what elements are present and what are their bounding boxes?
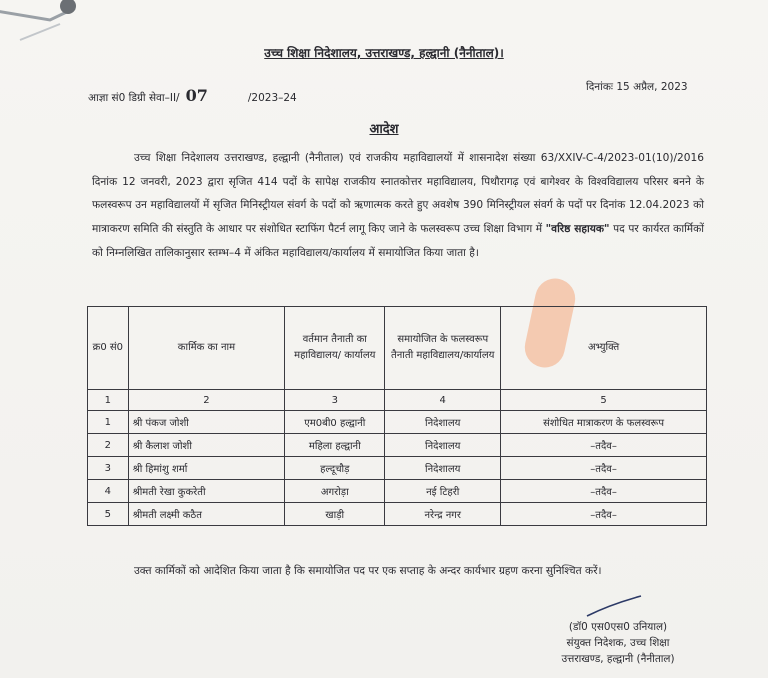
column-number: 1: [88, 390, 129, 411]
column-number: 3: [285, 390, 385, 411]
body-part-1: उच्च शिक्षा निदेशालय उत्तराखण्ड, हल्द्वानी (नैनीताल) एवं राजकीय महाविद्यालयों में शासनादेश संख्या 63/XXIV-C-4/2023-01(10)/2016 दिनांक 12 जनवरी, 2023 द्वारा सृजित 414 पदों के सापेक्ष राजकीय स्नातकोत्तर महाविद्यालय, पिथौरागढ़ एवं बागेश्वर के विश्वविद्यालय परिसर बनने के फलस्वरूप उन महाविद्यालयों में सृजित मिनिस्ट्रीयल संवर्ग के पदों को ऋणात्मक करते हुए अवशेष 390 मिनिस्ट्रीयल संवर्ग के पदों पर दिनांक 12.04.2023 को मात्राकरण समिति की संस्तुति के आधार पर संशोधित स्टाफिंग पैटर्न लागू किए जाने के फलस्वरूप उच्च शिक्षा विभाग में: [92, 152, 704, 236]
cell-remark: –तदैव–: [501, 434, 707, 457]
header-new-posting: समायोजित के फलस्वरूप तैनाती महाविद्यालय/कार्यालय: [385, 307, 501, 390]
cell-current: खाड़ी: [285, 503, 385, 526]
staff-table: [87, 306, 707, 526]
signatory-designation: संयुक्त निदेशक, उच्च शिक्षा: [566, 637, 670, 649]
cell-name: श्री हिमांशु शर्मा: [128, 457, 285, 480]
cell-name: श्रीमती रेखा कुकरेती: [128, 480, 285, 503]
header-remarks: अभ्युक्ति: [501, 307, 707, 390]
order-reference: [88, 86, 297, 105]
column-number: 4: [385, 390, 501, 411]
signature-mark: [585, 594, 645, 620]
cell-current: महिला हल्द्वानी: [285, 434, 385, 457]
cell-sno: 1: [88, 411, 129, 434]
cell-new: निदेशालय: [385, 411, 501, 434]
cell-current: अगरोड़ा: [285, 480, 385, 503]
cell-sno: 4: [88, 480, 129, 503]
cell-sno: 5: [88, 503, 129, 526]
cell-new: निदेशालय: [385, 434, 501, 457]
table-header-row: [88, 307, 707, 390]
order-date: दिनांकः 15 अप्रैल, 2023: [586, 81, 688, 93]
reference-year: /2023–24: [247, 92, 297, 104]
post-name: "वरिष्ठ सहायक": [545, 223, 610, 236]
cell-sno: 3: [88, 457, 129, 480]
header-sno: क्र0 सं0: [88, 307, 129, 390]
cell-name: श्रीमती लक्ष्मी कठैत: [128, 503, 285, 526]
reference-number: 07: [185, 86, 208, 105]
column-number-row: [88, 390, 707, 411]
table-row: [88, 480, 707, 503]
header-name: कार्मिक का नाम: [128, 307, 285, 390]
table-row: [88, 457, 707, 480]
cell-new: नरेन्द्र नगर: [385, 503, 501, 526]
office-header: उच्च शिक्षा निदेशालय, उत्तराखण्ड, हल्द्वानी (नैनीताल)।: [264, 46, 504, 60]
cell-new: निदेशालय: [385, 457, 501, 480]
signature-block: [528, 619, 708, 667]
cell-remark: –तदैव–: [501, 503, 707, 526]
header-current-posting: वर्तमान तैनाती का महाविद्यालय/ कार्यालय: [285, 307, 385, 390]
order-body: [92, 147, 704, 266]
cell-name: श्री कैलाश जोशी: [128, 434, 285, 457]
body-part-2: पद पर कार्यरत कार्मिकों को निम्नलिखित तालिकानुसार स्तम्भ–4 में अंकित महाविद्यालय/कार्यालय में समायोजित किया जाता है।: [92, 223, 705, 259]
column-number: 2: [128, 390, 285, 411]
reference-prefix: आज्ञा सं0 डिग्री सेवा–II/: [88, 92, 180, 104]
cell-name: श्री पंकज जोशी: [128, 411, 285, 434]
cell-sno: 2: [88, 434, 129, 457]
cell-current: हल्दूचौड़: [285, 457, 385, 480]
cell-remark: –तदैव–: [501, 457, 707, 480]
cell-remark: संशोधित मात्राकरण के फलस्वरूप: [501, 411, 707, 434]
table-row: [88, 434, 707, 457]
closing-instruction: उक्त कार्मिकों को आदेशित किया जाता है कि समायोजित पद पर एक सप्ताह के अन्दर कार्यभार ग्रहण करना सुनिश्चित करें।: [134, 565, 602, 577]
signatory-name: (डॉ0 एस0एस0 उनियाल): [568, 621, 668, 633]
table-row: [88, 503, 707, 526]
cell-remark: –तदैव–: [501, 480, 707, 503]
cell-new: नई टिहरी: [385, 480, 501, 503]
table-row: [88, 411, 707, 434]
signatory-location: उत्तराखण्ड, हल्द्वानी (नैनीताल): [561, 653, 675, 665]
order-title: आदेश: [369, 122, 399, 137]
cell-current: एम0बी0 हल्द्वानी: [285, 411, 385, 434]
column-number: 5: [501, 390, 707, 411]
